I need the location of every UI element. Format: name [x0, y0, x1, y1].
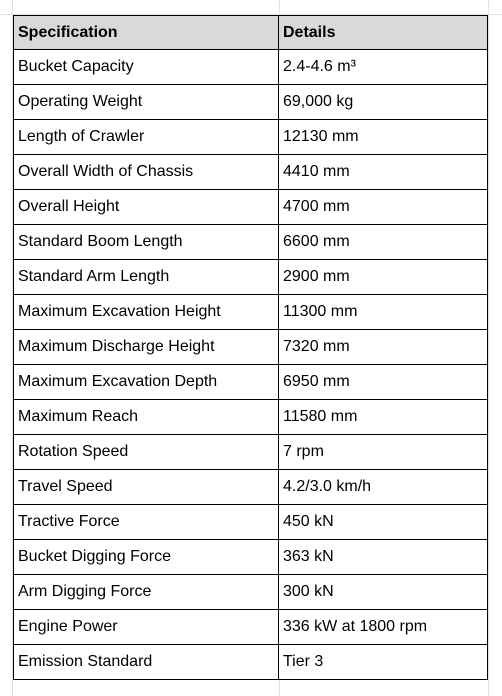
table-row	[14, 470, 488, 505]
spec-value-cell[interactable]: 6600 mm	[279, 225, 488, 260]
spec-name-cell[interactable]: Standard Boom Length	[14, 225, 279, 260]
spec-value-cell[interactable]: 4410 mm	[279, 155, 488, 190]
table-row	[14, 85, 488, 120]
spec-value-cell[interactable]: 2900 mm	[279, 260, 488, 295]
spec-name-cell[interactable]: Bucket Capacity	[14, 50, 279, 85]
table-row	[14, 610, 488, 645]
table-row	[14, 50, 488, 85]
spec-name-cell[interactable]: Rotation Speed	[14, 435, 279, 470]
spec-value-cell[interactable]: 12130 mm	[279, 120, 488, 155]
table-body	[14, 50, 488, 680]
spec-value-cell[interactable]: 336 kW at 1800 rpm	[279, 610, 488, 645]
spec-value-cell[interactable]: 363 kN	[279, 540, 488, 575]
spec-name-cell[interactable]: Maximum Excavation Depth	[14, 365, 279, 400]
table-row	[14, 260, 488, 295]
spec-name-cell[interactable]: Engine Power	[14, 610, 279, 645]
spec-name-cell[interactable]: Tractive Force	[14, 505, 279, 540]
table-row	[14, 330, 488, 365]
spec-value-cell[interactable]: 2.4-4.6 m³	[279, 50, 488, 85]
spec-name-cell[interactable]: Maximum Excavation Height	[14, 295, 279, 330]
sheet-gridline	[488, 0, 489, 696]
table-row	[14, 540, 488, 575]
table-row	[14, 225, 488, 260]
spec-value-cell[interactable]: 450 kN	[279, 505, 488, 540]
table-row	[14, 645, 488, 680]
spec-name-cell[interactable]: Emission Standard	[14, 645, 279, 680]
table-row	[14, 365, 488, 400]
spec-name-cell[interactable]: Overall Width of Chassis	[14, 155, 279, 190]
spec-value-cell[interactable]: 11580 mm	[279, 400, 488, 435]
spec-value-cell[interactable]: 6950 mm	[279, 365, 488, 400]
table-row	[14, 435, 488, 470]
spec-value-cell[interactable]: 7 rpm	[279, 435, 488, 470]
table-row	[14, 120, 488, 155]
specification-table	[13, 15, 488, 680]
spec-value-cell[interactable]: 69,000 kg	[279, 85, 488, 120]
spec-name-cell[interactable]: Length of Crawler	[14, 120, 279, 155]
spec-value-cell[interactable]: 11300 mm	[279, 295, 488, 330]
header-specification[interactable]: Specification	[14, 16, 279, 50]
spec-name-cell[interactable]: Standard Arm Length	[14, 260, 279, 295]
spec-value-cell[interactable]: Tier 3	[279, 645, 488, 680]
header-details[interactable]: Details	[279, 16, 488, 50]
spec-name-cell[interactable]: Bucket Digging Force	[14, 540, 279, 575]
table-row	[14, 400, 488, 435]
table-header-row	[14, 16, 488, 50]
spec-value-cell[interactable]: 300 kN	[279, 575, 488, 610]
spec-value-cell[interactable]: 4700 mm	[279, 190, 488, 225]
table-row	[14, 190, 488, 225]
spec-value-cell[interactable]: 7320 mm	[279, 330, 488, 365]
table-row	[14, 155, 488, 190]
spec-name-cell[interactable]: Maximum Reach	[14, 400, 279, 435]
spec-name-cell[interactable]: Travel Speed	[14, 470, 279, 505]
spec-name-cell[interactable]: Overall Height	[14, 190, 279, 225]
spec-value-cell[interactable]: 4.2/3.0 km/h	[279, 470, 488, 505]
spec-name-cell[interactable]: Maximum Discharge Height	[14, 330, 279, 365]
spec-name-cell[interactable]: Operating Weight	[14, 85, 279, 120]
spec-name-cell[interactable]: Arm Digging Force	[14, 575, 279, 610]
table-row	[14, 575, 488, 610]
table-row	[14, 295, 488, 330]
table-row	[14, 505, 488, 540]
